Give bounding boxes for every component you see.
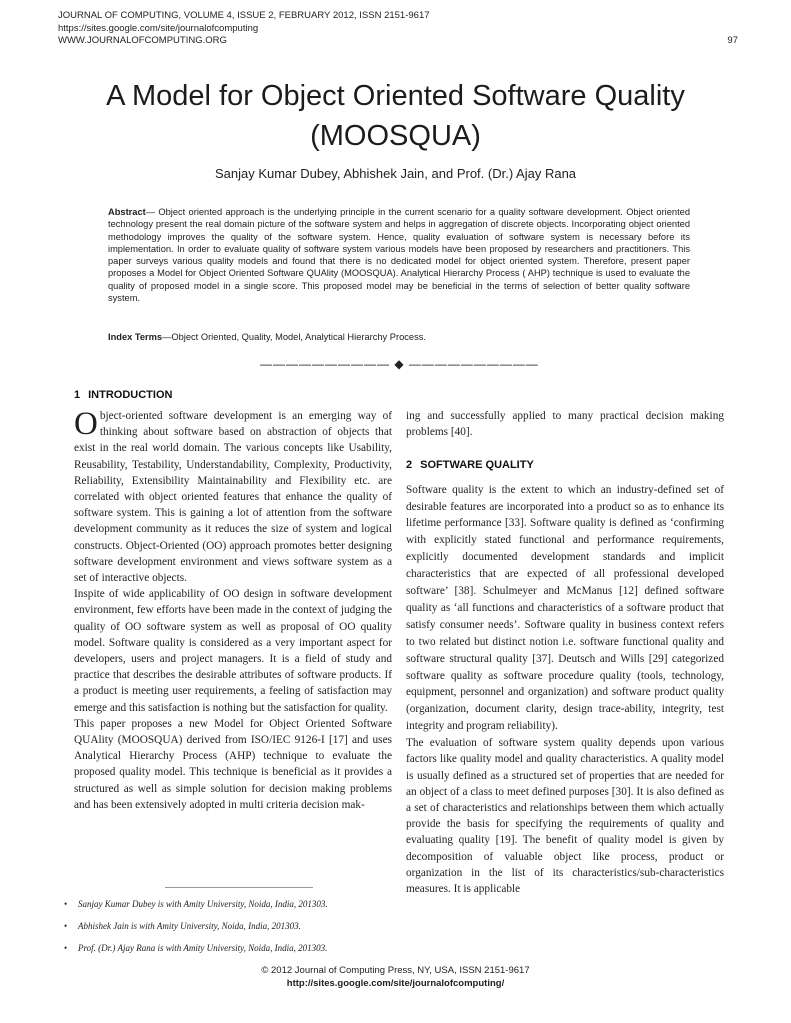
abstract-label: Abstract <box>108 207 146 217</box>
footnote-rule <box>165 887 313 888</box>
footnote: • Abhishek Jain is with Amity University, Noida, India, 201303. <box>64 921 301 931</box>
author-list: Sanjay Kumar Dubey, Abhishek Jain, and Prof. (Dr.) Ajay Rana <box>214 166 577 181</box>
section-1-number: 1 <box>74 389 81 401</box>
footnote-text: Prof. (Dr.) Ajay Rana is with Amity University, Noida, India, 201303. <box>78 943 328 953</box>
journal-site: WWW.JOURNALOFCOMPUTING.ORG <box>58 35 227 46</box>
index-terms-label: Index Terms <box>108 332 163 342</box>
journal-url: https://sites.google.com/site/journalofcomputing <box>58 22 259 34</box>
right-column <box>406 408 724 897</box>
intro-paragraph-1 <box>74 408 392 586</box>
left-column <box>74 408 392 813</box>
intro-paragraph-2: Inspite of wide applicability of OO design in software development environment, few efforts have been made in the context of judging the quality of OO software system as well as proposal of OO quality model. Software quality is considered as a very important aspect for developers, users and project managers. It is a field of study and practice that describes the desirable attributes of software products. If a product is meeting user requirements, a feeling of satisfaction may emerge and this satisfaction is nothing but the satisfaction for quality. <box>74 588 392 714</box>
index-terms <box>108 332 690 342</box>
copyright-line: © 2012 Journal of Computing Press, NY, USA, ISSN 2151-9617 <box>261 965 530 976</box>
quality-paragraph-1: Software quality is the extent to which an industry-defined set of desirable features are incorporated into a product so as to enhance its lifetime performance [33]. Software quality is defined as ‘confirming with explicitly stated functional and performance requirements, explicitly documented development standards and implicit characteristics that are expected of all professional developed software’ [38]. Schulmeyer and McManus [12] defined software quality as ‘all functions and characteristics of a software product that satisfy consumer needs’. Software quality in business context refers to two related but distinct notion i.e. software functional quality and software structural quality [37]. Deutsch and Wills [29] categorized software quality as software procedure quality (tools, technology, equipment, personnel and organization) and software product quality (organization, document clarity, design trace-ability, integrity, test integrity and program reliability). <box>406 483 724 733</box>
intro-paragraph-1-text: bject-oriented software development is an emerging way of thinking about software based on abstraction of objects that exist in the real world domain. The various concepts like Usability, Reusability, Testability, Understandability, Complexity, Productivity, Reliability, Extensibility Maintainability and Flexibility etc. are correlated with object oriented features that enhance the quality of software system. This is gaining a lot of attention from the software development community as it reduces the size of system and logical constructs. Object-Oriented (OO) approach promotes better designing software development environment and views software system as a set of interactive objects. <box>74 410 392 585</box>
journal-line: JOURNAL OF COMPUTING, VOLUME 4, ISSUE 2, FEBRUARY 2012, ISSN 2151-9617 <box>58 10 430 21</box>
footer-url[interactable]: http://sites.google.com/site/journalofcomputing/ <box>286 978 505 989</box>
footnote: • Prof. (Dr.) Ajay Rana is with Amity University, Noida, India, 201303. <box>64 943 328 953</box>
abstract-text: — Object oriented approach is the underlying principle in the current scenario for a quality software development. Object oriented technology present the real domain picture of the software system and helps in aggregation of discrete objects. Incorporating object oriented methodology improves the quality of the software system. Hence, quality evaluation of software system is necessary before its implementation. In order to evaluate quality of software system various models have been proposed by researchers and practitioners. This paper surveys various quality models and found that there is no dedicated model for object oriented system. Therefore, present paper proposes a Model for Object Oriented Software QUAlity (MOOSQUA). Analytical Hierarchy Process ( AHP) technique is used to evaluate the quality of proposed model in a single score. This proposed model may be beneficial in the terms of selection of better quality software system. <box>108 207 690 304</box>
abstract <box>108 206 690 304</box>
section-2-heading <box>406 457 724 473</box>
page-number: 97 <box>727 35 738 46</box>
intro-paragraph-3: This paper proposes a new Model for Object Oriented Software QUAlity (MOOSQUA) derived from ISO/IEC 9126-I [17] and uses Analytical Hierarchy Process (AHP) technique to evaluate the proposed quality model. This technique is beneficial as it provides a structured as well as simple solution for decision making problems and has been extensively adopted in multi criteria decision mak- <box>74 717 392 811</box>
footnote-text: Sanjay Kumar Dubey is with Amity University, Noida, India, 201303. <box>78 899 328 909</box>
footnote-text: Abhishek Jain is with Amity University, Noida, India, 201303. <box>78 921 301 931</box>
section-2-number: 2 <box>406 459 413 472</box>
section-separator: ―――――――――― ◆ ―――――――――― <box>260 357 539 371</box>
section-2-title: SOFTWARE QUALITY <box>420 459 534 472</box>
quality-paragraph-2: The evaluation of software system quality depends upon various factors like quality model and quality characteristics. A quality model is usually defined as a structured set of properties that are needed for an object of a class to meet defined purposes [30]. It is also defined as a set of characteristics and relationships between them which actually provide the basis for specifying the requirements of quality and evaluating quality [19]. The benefit of quality model is given by decomposition of valuable object like process, product or organization in the list of its characteristics/sub-characteristics measures. It is applicable <box>406 737 724 896</box>
drop-cap: O <box>74 406 98 442</box>
section-1-title: INTRODUCTION <box>88 389 173 401</box>
paper-title: A Model for Object Oriented Software Quality (MOOSQUA) <box>106 80 685 152</box>
running-header <box>58 10 738 48</box>
section-1-heading <box>74 389 172 401</box>
page-footer <box>0 964 791 990</box>
footnote: • Sanjay Kumar Dubey is with Amity University, Noida, India, 201303. <box>64 899 328 909</box>
index-terms-text: —Object Oriented, Quality, Model, Analytical Hierarchy Process. <box>162 332 426 342</box>
intro-paragraph-continued: ing and successfully applied to many practical decision making problems [40]. <box>406 410 724 439</box>
